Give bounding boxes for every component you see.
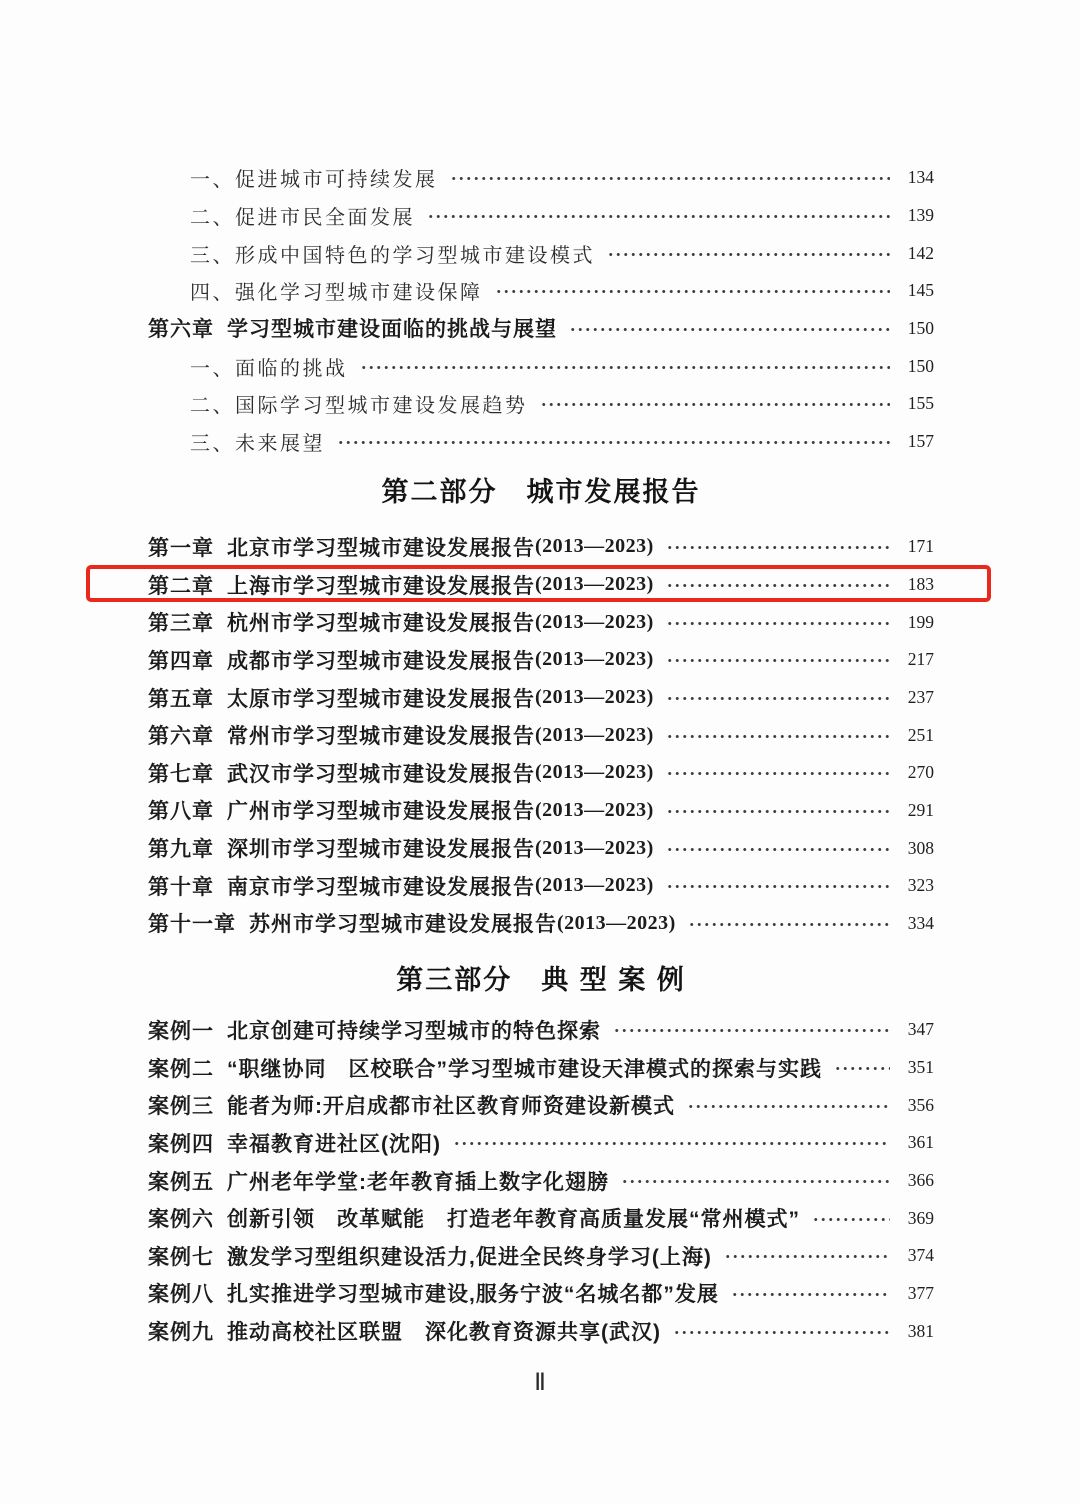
dot-leader <box>666 846 890 853</box>
toc-row <box>148 792 934 830</box>
toc-entry-years: (2013—2023) <box>535 686 654 708</box>
toc-entry-page: 347 <box>907 1019 934 1040</box>
toc-row <box>148 1237 934 1275</box>
toc-entry-label: 一、促进城市可持续发展 <box>190 169 438 192</box>
toc-entry-years: (2013—2023) <box>535 535 654 558</box>
toc-entry-page: 377 <box>907 1282 934 1303</box>
toc-entry-page: 291 <box>907 799 934 820</box>
toc-entry-label: 激发学习型组织建设活力,促进全民终身学习(上海) <box>227 1245 712 1269</box>
toc-list-part3 <box>148 1011 934 1350</box>
toc-entry-page: 323 <box>907 875 934 896</box>
dot-leader <box>666 620 890 627</box>
toc-row <box>148 1011 934 1049</box>
toc-entry-label: 深圳市学习型城市建设发展报告 <box>227 838 535 862</box>
toc-row <box>148 1162 934 1200</box>
toc-row <box>148 641 934 679</box>
toc-entry-label: 三、形成中国特色的学习型城市建设模式 <box>190 244 595 267</box>
toc-entry-prefix: 第六章 <box>148 318 214 342</box>
toc-entry-page: 334 <box>907 912 934 933</box>
toc-entry-label: 二、国际学习型城市建设发展趋势 <box>190 395 528 418</box>
toc-entry-page: 134 <box>907 167 934 188</box>
toc-entry-label: 武汉市学习型城市建设发展报告 <box>227 762 535 786</box>
toc-entry-prefix: 案例二 <box>148 1057 214 1081</box>
toc-entry-label: 杭州市学习型城市建设发展报告 <box>227 612 535 636</box>
toc-entry-page: 381 <box>907 1320 934 1341</box>
toc-entry-label: 常州市学习型城市建设发展报告 <box>227 725 535 749</box>
toc-row <box>148 310 934 348</box>
dot-leader <box>666 808 890 815</box>
section-heading-part2: 第二部分 城市发展报告 <box>381 477 701 508</box>
toc-row <box>148 1124 934 1162</box>
toc-entry-page: 308 <box>907 837 934 858</box>
toc-row <box>148 867 934 905</box>
dot-leader <box>666 770 890 777</box>
toc-row <box>148 385 934 423</box>
toc-entry-prefix: 第九章 <box>148 838 214 862</box>
toc-entry-page: 351 <box>907 1057 934 1078</box>
dot-leader <box>360 364 891 371</box>
toc-row <box>148 566 934 604</box>
toc-row <box>148 1199 934 1237</box>
toc-entry-prefix: 案例四 <box>148 1132 214 1156</box>
toc-entry-prefix: 第十一章 <box>148 913 236 937</box>
toc-row <box>148 716 934 754</box>
toc-entry-page: 139 <box>907 204 934 225</box>
toc-entry-page: 155 <box>907 393 934 414</box>
toc-row <box>148 422 934 460</box>
toc-entry-page: 171 <box>907 536 934 557</box>
toc-entry-label: 幸福教育进社区(沈阳) <box>227 1132 441 1156</box>
toc-entry-label: 北京市学习型城市建设发展报告 <box>227 536 535 560</box>
toc-entry-label: 推动高校社区联盟 深化教育资源共享(武汉) <box>227 1321 661 1345</box>
toc-entry-label: 创新引领 改革赋能 打造老年教育高质量发展“常州模式” <box>227 1208 800 1232</box>
toc-entry-label: 上海市学习型城市建设发展报告 <box>227 574 535 598</box>
dot-leader <box>453 1140 890 1147</box>
dot-leader <box>724 1253 890 1260</box>
toc-entry-years: (2013—2023) <box>535 761 654 784</box>
toc-entry-years: (2013—2023) <box>535 610 654 633</box>
toc-list-part2 <box>148 528 934 942</box>
toc-entry-label: 扎实推进学习型城市建设,服务宁波“名城名都”发展 <box>227 1283 719 1307</box>
toc-entry-prefix: 第一章 <box>148 536 214 560</box>
toc-entry-prefix: 案例九 <box>148 1321 214 1345</box>
toc-entry-label: 四、强化学习型城市建设保障 <box>190 282 483 305</box>
toc-entry-prefix: 第四章 <box>148 649 214 673</box>
toc-entry-label: 一、面临的挑战 <box>190 357 348 380</box>
toc-entry-page: 270 <box>907 762 934 783</box>
toc-entry-label: 广州老年学堂:老年教育插上数字化翅膀 <box>227 1170 609 1194</box>
dot-leader <box>621 1178 890 1185</box>
toc-row <box>148 1086 934 1124</box>
toc-entry-page: 150 <box>907 317 934 338</box>
dot-leader <box>688 921 890 928</box>
toc-entry-page: 157 <box>907 430 934 451</box>
dot-leader <box>450 175 891 182</box>
toc-entry-label: “职继协同 区校联合”学习型城市建设天津模式的探索与实践 <box>227 1057 822 1081</box>
toc-entry-page: 366 <box>907 1170 934 1191</box>
dot-leader <box>666 582 890 589</box>
toc-entry-page: 183 <box>907 574 934 595</box>
dot-leader <box>731 1291 890 1298</box>
toc-entry-page: 145 <box>907 280 934 301</box>
toc-entry-page: 361 <box>907 1132 934 1153</box>
toc-entry-label: 广州市学习型城市建设发展报告 <box>227 800 535 824</box>
toc-entry-page: 374 <box>907 1245 934 1266</box>
toc-entry-label: 学习型城市建设面临的挑战与展望 <box>227 318 557 342</box>
toc-entry-prefix: 第十章 <box>148 875 214 899</box>
toc-entry-page: 237 <box>907 687 934 707</box>
toc-entry-prefix: 第八章 <box>148 800 214 824</box>
dot-leader <box>666 733 890 740</box>
toc-entry-page: 356 <box>907 1094 934 1115</box>
toc-entry-label: 苏州市学习型城市建设发展报告 <box>249 913 557 937</box>
toc-entry-prefix: 第七章 <box>148 762 214 786</box>
dot-leader <box>495 288 891 295</box>
toc-entry-prefix: 案例八 <box>148 1283 214 1307</box>
toc-entry-years: (2013—2023) <box>535 874 654 897</box>
toc-entry-years: (2013—2023) <box>535 798 654 821</box>
toc-entry-label: 南京市学习型城市建设发展报告 <box>227 875 535 899</box>
dot-leader <box>812 1216 890 1223</box>
toc-entry-prefix: 案例三 <box>148 1095 214 1119</box>
toc-entry-prefix: 案例五 <box>148 1170 214 1194</box>
dot-leader <box>569 326 890 333</box>
dot-leader <box>673 1329 890 1336</box>
dot-leader <box>666 657 890 664</box>
toc-row <box>148 905 934 943</box>
toc-entry-label: 太原市学习型城市建设发展报告 <box>227 687 535 711</box>
toc-row <box>148 1049 934 1087</box>
toc-entry-label: 成都市学习型城市建设发展报告 <box>227 649 535 673</box>
toc-entry-label: 二、促进市民全面发展 <box>190 206 415 229</box>
toc-entry-years: (2013—2023) <box>535 723 654 746</box>
toc-row <box>148 234 934 272</box>
folio-page-number: Ⅱ <box>534 1370 546 1396</box>
toc-entry-page: 199 <box>907 611 934 632</box>
toc-entry-prefix: 第五章 <box>148 687 214 711</box>
dot-leader <box>666 883 890 890</box>
toc-row <box>148 1275 934 1313</box>
dot-leader <box>687 1103 890 1110</box>
toc-row <box>148 754 934 792</box>
dot-leader <box>613 1027 890 1034</box>
toc-entry-years: (2013—2023) <box>535 648 654 671</box>
toc-entry-years: (2013—2023) <box>557 911 676 934</box>
toc-row <box>148 603 934 641</box>
toc-row <box>148 528 934 566</box>
toc-entry-prefix: 案例七 <box>148 1245 214 1269</box>
dot-leader <box>607 251 890 258</box>
toc-row <box>148 197 934 235</box>
toc-entry-prefix: 案例一 <box>148 1019 214 1043</box>
toc-entry-label: 三、未来展望 <box>190 432 325 455</box>
toc-entry-label: 能者为师:开启成都市社区教育师资建设新模式 <box>227 1095 675 1119</box>
toc-row <box>148 1312 934 1350</box>
toc-content <box>148 0 934 1350</box>
toc-entry-page: 150 <box>907 355 934 376</box>
toc-entry-prefix: 第六章 <box>148 725 214 749</box>
dot-leader <box>337 439 890 446</box>
dot-leader <box>540 401 891 408</box>
toc-entry-page: 251 <box>907 724 934 745</box>
section-heading-part3: 第三部分 典 型 案 例 <box>396 965 686 996</box>
toc-list-part1 <box>148 159 934 460</box>
toc-row <box>148 159 934 197</box>
toc-row <box>148 347 934 385</box>
toc-entry-prefix: 案例六 <box>148 1208 214 1232</box>
toc-entry-prefix: 第三章 <box>148 612 214 636</box>
toc-entry-label: 北京创建可持续学习型城市的特色探索 <box>227 1019 601 1043</box>
toc-entry-years: (2013—2023) <box>535 573 654 596</box>
toc-entry-prefix: 第二章 <box>148 574 214 598</box>
dot-leader <box>834 1065 890 1072</box>
dot-leader <box>666 544 890 551</box>
toc-entry-page: 217 <box>907 649 934 670</box>
toc-entry-years: (2013—2023) <box>535 836 654 859</box>
toc-row <box>148 679 934 717</box>
toc-entry-page: 369 <box>907 1207 934 1228</box>
dot-leader <box>427 213 890 220</box>
toc-entry-page: 142 <box>907 242 934 263</box>
toc-row <box>148 272 934 310</box>
toc-row <box>148 829 934 867</box>
dot-leader <box>666 695 890 702</box>
